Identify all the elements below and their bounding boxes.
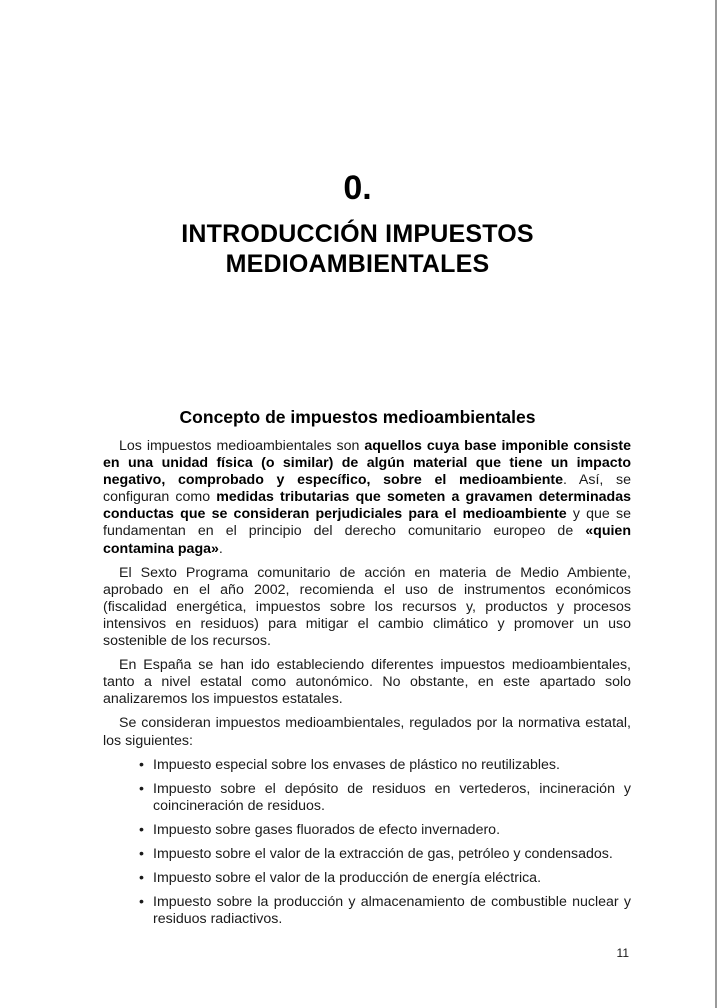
list-item-text: Impuesto sobre gases fluorados de efecto invernadero.: [153, 821, 501, 838]
paragraph-1-text-3: y que se fundamentan en el principio del derecho comunitario europeo de: [103, 506, 632, 540]
chapter-title-line-2: MEDIOAMBIENTALES: [225, 250, 490, 278]
paragraph-1-text-2: . Así, se configuran como: [103, 472, 631, 506]
paragraph-1-bold-2: medidas tributarias que someten a gravamen determinadas conductas que se consideran perjudiciales para el medioambiente: [103, 489, 631, 523]
list-item: [103, 870, 631, 887]
chapter-title: [0, 219, 715, 279]
paragraph-4: Se consideran impuestos medioambientales, regulados por la normativa estatal, los siguientes:: [103, 715, 631, 749]
page-number: 11: [616, 946, 629, 960]
list-item: [103, 781, 631, 815]
list-item: [103, 894, 631, 928]
list-item-text: Impuesto sobre la producción y almacenamiento de combustible nuclear y residuos radiactivos.: [153, 894, 631, 928]
bullet-icon: •: [139, 870, 144, 887]
list-item: [103, 846, 631, 863]
paragraph-2: El Sexto Programa comunitario de acción en materia de Medio Ambiente, aprobado en el año 2002, recomienda el uso de instrumentos económicos (fiscalidad energética, impuestos sobre los recursos y, productos y procesos intensivos en residuos) para mitigar el cambio climático y promover un uso sostenible de los recursos.: [103, 564, 631, 650]
tax-list: [103, 757, 631, 929]
list-item: [103, 757, 631, 774]
body-text: [103, 438, 631, 935]
chapter-title-line-1: INTRODUCCIÓN IMPUESTOS: [181, 220, 534, 248]
section-heading: Concepto de impuestos medioambientales: [179, 407, 536, 427]
bullet-icon: •: [139, 756, 144, 773]
list-item-text: Impuesto sobre el valor de la producción de energía eléctrica.: [153, 870, 542, 887]
paragraph-1-bold-3: «quien contamina paga»: [103, 523, 631, 557]
paragraph-1-text-4: .: [218, 540, 223, 557]
list-item-text: Impuesto especial sobre los envases de plástico no reutilizables.: [153, 756, 560, 773]
bullet-icon: •: [139, 821, 144, 838]
paragraph-1: [103, 438, 631, 558]
list-item-text: Impuesto sobre el valor de la extracción de gas, petróleo y condensados.: [153, 845, 613, 862]
paragraph-1-text-1: Los impuestos medioambientales son: [119, 438, 365, 454]
list-item-text: Impuesto sobre el depósito de residuos en vertederos, incineración y coincineración de residuos.: [153, 780, 631, 814]
list-item: [103, 822, 631, 839]
bullet-icon: •: [139, 780, 144, 797]
chapter-number: 0.: [343, 169, 372, 207]
paragraph-3: En España se han ido estableciendo diferentes impuestos medioambientales, tanto a nivel estatal como autonómico. No obstante, en este apartado solo analizaremos los impuestos estatales.: [103, 657, 631, 708]
paragraph-1-bold-1: aquellos cuya base imponible consiste en una unidad física (o similar) de algún material que tiene un impacto negativo, comprobado y específico, sobre el medioambiente: [103, 438, 631, 489]
bullet-icon: •: [139, 894, 144, 911]
bullet-icon: •: [139, 845, 144, 862]
